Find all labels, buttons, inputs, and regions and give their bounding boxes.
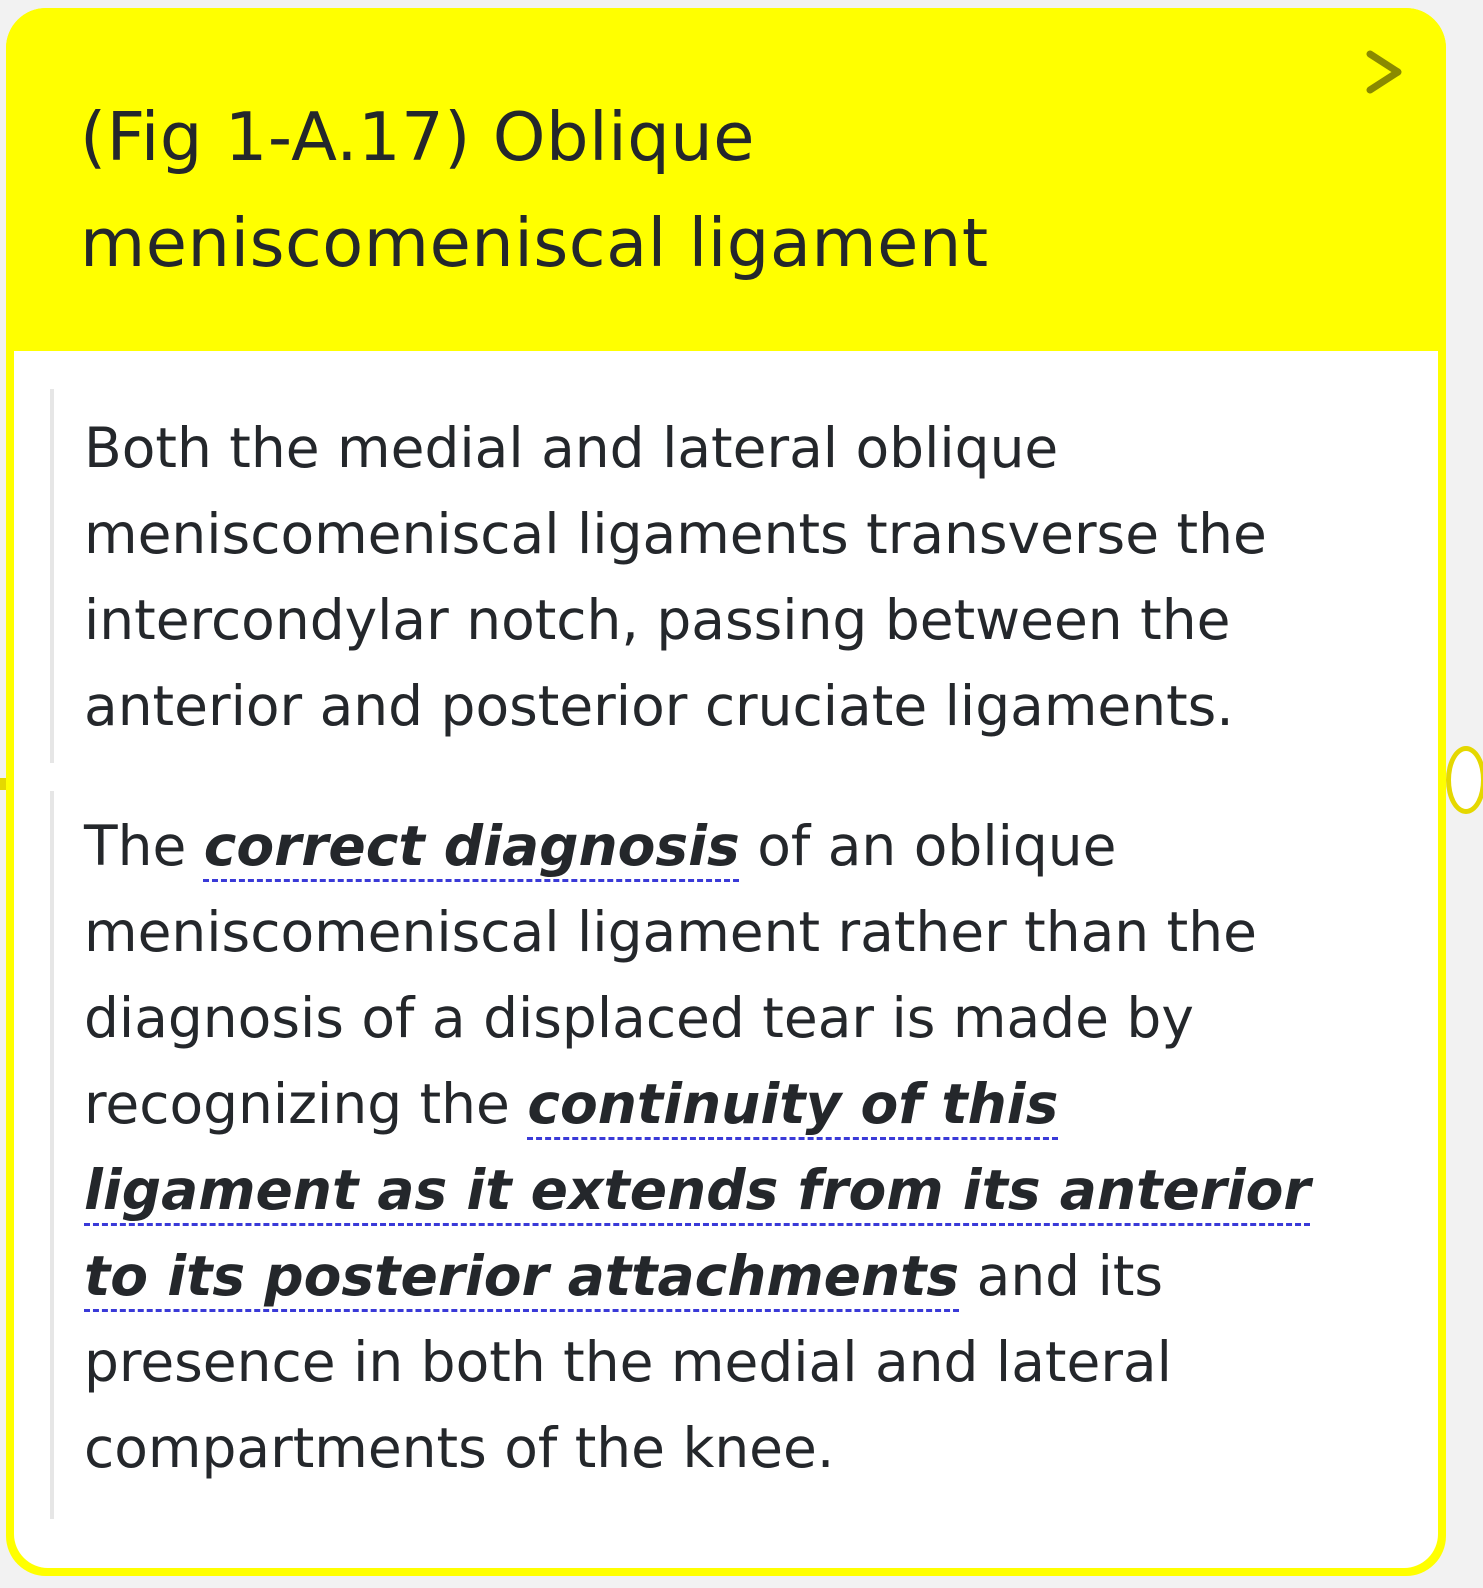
card-body — [14, 351, 1438, 1568]
paragraph-1 — [50, 389, 1350, 763]
next-button[interactable] — [1360, 42, 1410, 102]
paragraph-2 — [50, 791, 1350, 1519]
text-segment: and its presence in both the medial and lateral compartments of the knee. — [84, 1244, 1172, 1480]
card-header — [6, 8, 1446, 350]
side-scroll-handle[interactable] — [1446, 746, 1483, 814]
card-title: (Fig 1-A.17) Oblique meniscomeniscal ligament — [80, 98, 989, 282]
text-segment: The — [84, 814, 204, 878]
chevron-right-icon — [1360, 42, 1410, 102]
highlighted-term[interactable]: continuity of this ligament as it extends from its anterior to its posterior attachments — [84, 1072, 1311, 1308]
paragraph-2-text — [84, 803, 1350, 1491]
text-segment: of an oblique meniscomeniscal ligament rather than the diagnosis of a displaced tear is made by recognizing the — [84, 814, 1257, 1136]
paragraph-1-text: Both the medial and lateral oblique meniscomeniscal ligaments transverse the intercondylar notch, passing between the anterior and posterior cruciate ligaments. — [84, 416, 1267, 738]
highlighted-term[interactable]: correct diagnosis — [203, 814, 740, 878]
flashcard — [6, 8, 1446, 1576]
